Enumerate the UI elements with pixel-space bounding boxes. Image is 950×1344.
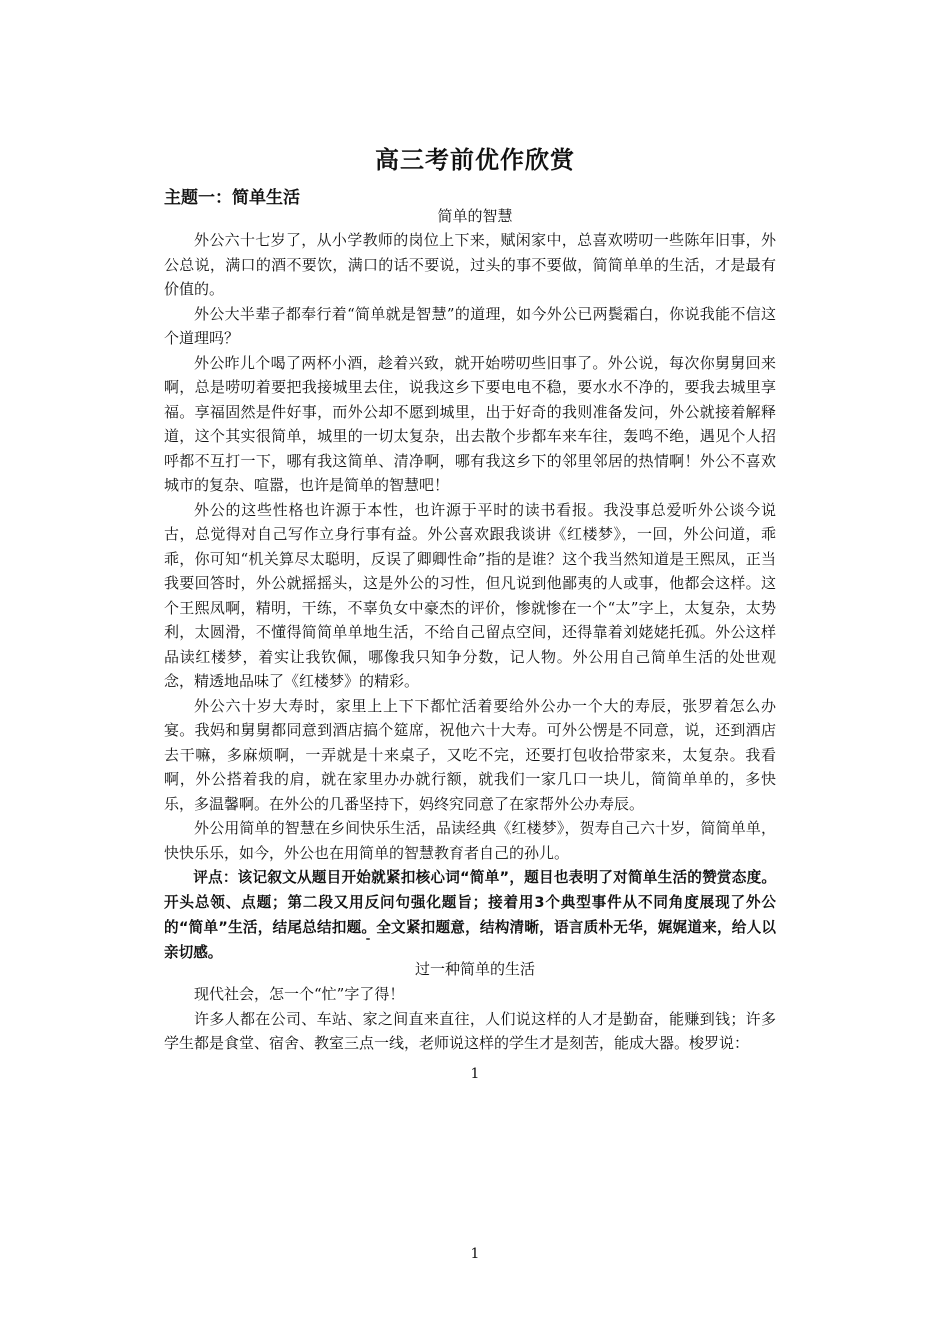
paragraph: 许多人都在公司、车站、家之间直来直往，人们说这样的人才是勤奋，能赚到钱；许多学生都是食堂、宿舍、教室三点一线，老师说这样的学生才是刻苦，能成大器。梭罗说： [164,1009,776,1052]
document-title: 高三考前优作欣赏 [375,146,575,174]
paragraph: 外公大半辈子都奉行着“简单就是智慧”的道理，如今外公已两鬓霜白，你说我能不信这个道理吗？ [164,304,776,347]
paragraph: 现代社会，怎一个“忙”字了得！ [194,985,405,1003]
page-number-inner: 1 [470,1066,480,1082]
essay-title: 简单的智慧 [437,207,513,225]
paragraph: 外公六十岁大寿时，家里上上下下都忙活着要给外公办一个大的寿辰，张罗着怎么办宴。我妈和舅舅都同意到酒店搞个筵席，祝他六十大寿。可外公愣是不同意，说，还到酒店去干嘛，多麻烦啊，一弄就是十来桌子，又吃不完，还要打包收拾带家来，太复杂。我看啊，外公搭着我的肩，就在家里办办就行额，就我们一家几口一块儿，简简单单的，多快乐，多温馨啊。在外公的几番坚持下，妈终究同意了在家帮外公办寿辰。 [164,696,776,813]
page-number-outer: 1 [470,1246,480,1262]
scan-speck [366,938,370,940]
essay-body [164,228,776,965]
paragraph: 外公六十七岁了，从小学教师的岗位上下来，赋闲家中，总喜欢唠叨一些陈年旧事，外公总说，满口的酒不要饮，满口的话不要说，过头的事不要做，简简单单的生活，才是最有价值的。 [164,231,776,298]
essay-title: 过一种简单的生活 [414,960,535,978]
paragraph: 外公用简单的智慧在乡间快乐生活，品读经典《红楼梦》，贺寿自己六十岁，简简单单，快快乐乐，如今，外公也在用简单的智慧教育者自己的孙儿。 [164,819,776,862]
essay-body [164,982,776,1056]
comment-paragraph: 评点：该记叙文从题目开始就紧扣核心词“简单”，题目也表明了对简单生活的赞赏态度。开头总领、点题；第二段又用反问句强化题旨；接着用3个典型事件从不同角度展现了外公的“简单”生活，结尾总结扣题。全文紧扣题意，结构清晰，语言质朴无华，娓娓道来，给人以亲切感。 [164,869,776,961]
theme-heading: 主题一：简单生活 [164,188,300,208]
paragraph: 外公昨儿个喝了两杯小酒，趁着兴致，就开始唠叨些旧事了。外公说，每次你舅舅回来啊，总是唠叨着要把我接城里去住，说我这乡下要电电不稳，要水水不净的，要我去城里享福。享福固然是件好事，而外公却不愿到城里，出于好奇的我则准备发问，外公就接着解释道，这个其实很简单，城里的一切太复杂，出去散个步都车来车往，轰鸣不绝，遇见个人招呼都不互打一下，哪有我这简单、清净啊，哪有我这乡下的邻里邻居的热情啊！外公不喜欢城市的复杂、喧嚣，也许是简单的智慧吧！ [164,353,776,494]
paragraph: 外公的这些性格也许源于本性，也许源于平时的读书看报。我没事总爱听外公谈今说古，总觉得对自己写作立身行事有益。外公喜欢跟我谈讲《红楼梦》，一回，外公问道，乖乖，你可知“机关算尽太聪明，反误了卿卿性命”指的是谁？这个我当然知道是王熙凤，正当我要回答时，外公就摇摇头，这是外公的习性，但凡说到他鄙夷的人或事，他都会这样。这个王熙凤啊，精明，干练，不辜负女中豪杰的评价，惨就惨在一个“太”字上，太复杂，太势利，太圆滑，不懂得简简单单地生活，不给自己留点空间，还得靠着刘姥姥托孤。外公这样品读红楼梦，着实让我钦佩，哪像我只知争分数，记人物。外公用自己简单生活的处世观念，精透地品味了《红楼梦》的精彩。 [164,500,776,690]
